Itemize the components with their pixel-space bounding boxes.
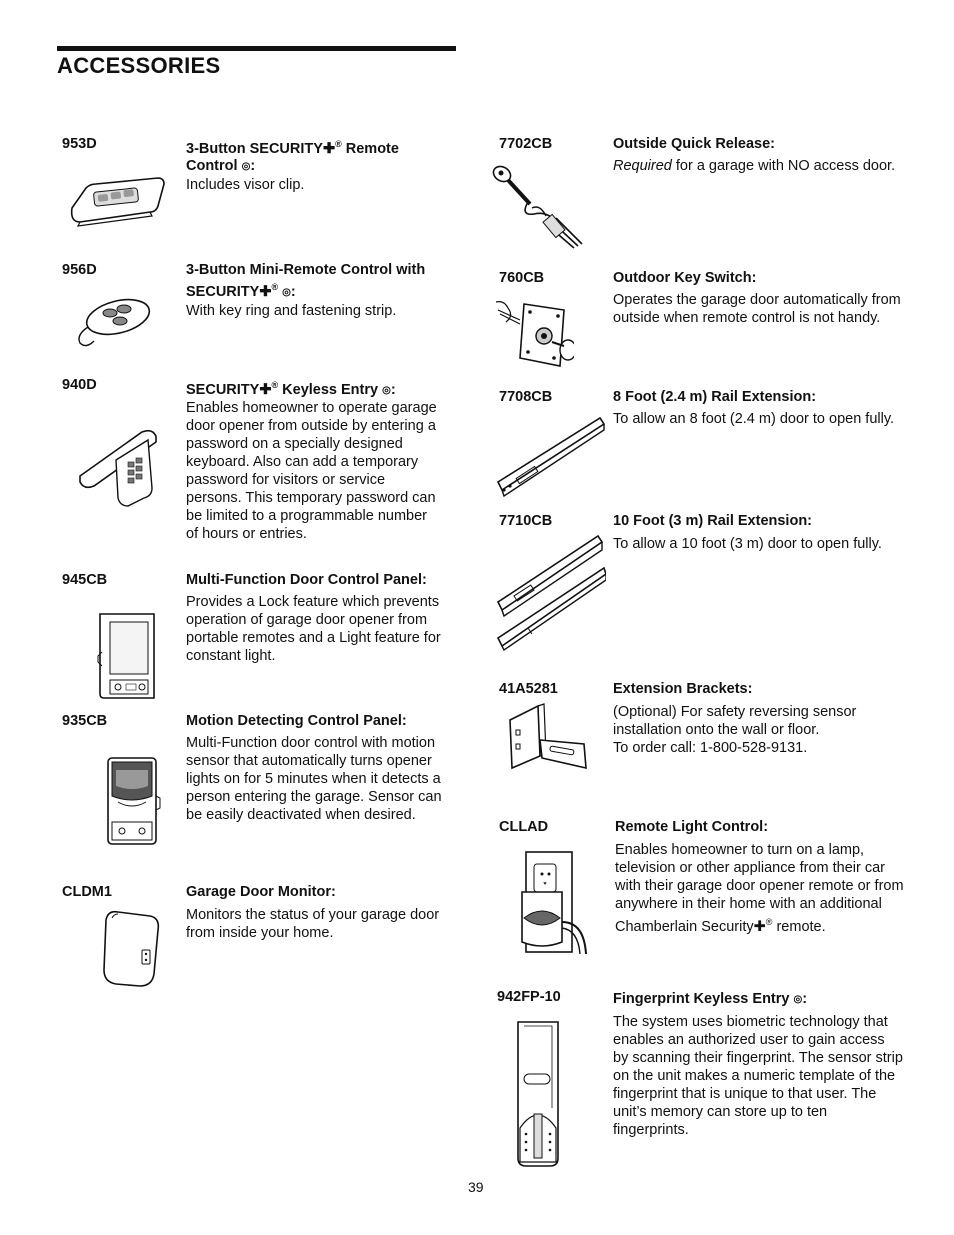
rail-extension-icon (494, 410, 606, 500)
item-heading: SECURITY✚® Keyless Entry ◎: (186, 380, 396, 398)
remote-control-icon (66, 170, 168, 230)
item-heading: Extension Brackets: (613, 681, 753, 697)
item-code: 760CB (499, 270, 545, 286)
signal-icon: ◎ (241, 160, 251, 172)
item-code: 945CB (62, 572, 108, 588)
item-description: To allow a 10 foot (3 m) door to open fully. (613, 536, 882, 552)
keyless-entry-icon (72, 426, 162, 508)
key-switch-icon (494, 296, 574, 372)
item-code: CLDM1 (62, 884, 112, 900)
item-description: Monitors the status of your garage door from inside your home. (186, 907, 440, 941)
item-description: Enables homeowner to turn on a lamp, television or other appliance from their car with their garage door opener remote or from anywhere in their home with an additional Chamberlain Security✚® remote. (615, 842, 904, 935)
item-code: 7708CB (499, 389, 553, 405)
item-description: With key ring and fastening strip. (186, 303, 397, 319)
item-heading: 8 Foot (2.4 m) Rail Extension: (613, 389, 817, 405)
item-code: 940D (62, 377, 97, 393)
fingerprint-entry-icon (512, 1018, 564, 1170)
item-description: Includes visor clip. (186, 177, 305, 193)
item-code: 7702CB (499, 136, 553, 152)
item-heading: Outside Quick Release: (613, 136, 775, 152)
page-number: 39 (468, 1179, 484, 1195)
light-control-icon (512, 850, 592, 956)
item-heading: Fingerprint Keyless Entry ◎: (613, 991, 808, 1007)
item-description: (Optional) For safety reversing sensor installation onto the wall or floor. To order call: 1-800-528-9131. (613, 704, 857, 756)
item-code: 956D (62, 262, 97, 278)
item-heading: Remote Light Control: (615, 819, 769, 835)
item-code: 7710CB (499, 513, 553, 529)
rail-extension-10-icon (494, 532, 606, 652)
door-control-panel-icon (96, 612, 160, 702)
extension-bracket-icon (506, 700, 590, 776)
item-description: Required for a garage with NO access door. (613, 158, 896, 174)
signal-icon: ◎ (793, 994, 803, 1005)
item-code: 41A5281 (499, 681, 558, 697)
door-monitor-icon (96, 906, 166, 990)
page-title: ACCESSORIES (57, 53, 221, 78)
item-description: Multi-Function door control with motion sensor that automatically turns opener lights on for 5 minutes when it detects a person entering the garage. Sensor can be easily deactivated when desired. (186, 735, 442, 823)
item-code: 953D (62, 136, 97, 152)
item-description: To allow an 8 foot (2.4 m) door to open fully. (613, 411, 895, 427)
item-code: CLLAD (499, 819, 549, 835)
item-heading: Multi-Function Door Control Panel: (186, 572, 427, 588)
item-heading: 3-Button Mini-Remote Control with SECURITY✚® ◎: (186, 262, 426, 300)
item-code: 935CB (62, 713, 108, 729)
item-heading: 3-Button SECURITY✚® Remote Control ◎: (186, 139, 399, 174)
title-rule (57, 46, 456, 51)
item-heading: Outdoor Key Switch: (613, 270, 757, 286)
item-heading: 10 Foot (3 m) Rail Extension: (613, 513, 812, 529)
item-heading: Motion Detecting Control Panel: (186, 713, 407, 729)
mini-remote-icon (70, 295, 156, 351)
motion-control-panel-icon (104, 756, 162, 848)
signal-icon: ◎ (282, 286, 291, 298)
item-description: Operates the garage door automatically from outside when remote control is not handy. (613, 292, 901, 326)
item-description: Enables homeowner to operate garage door opener from outside by entering a password on a specially designed keyboard. Also can add a temporary password for visitors or service persons. This temporary password can be limited to a programmable number of hours or entries. (186, 400, 437, 542)
item-description: Provides a Lock feature which prevents operation of garage door opener from portable remotes and a Light feature for constant light. (186, 594, 441, 664)
item-description: The system uses biometric technology that enables an authorized user to gain access by scanning their fingerprint. The sensor strip on the unit makes a numeric template of the fingerprint that is unique to that user. The unit’s memory can store up to ten fingerprints. (613, 1014, 903, 1138)
signal-icon: ◎ (382, 384, 391, 396)
quick-release-icon (490, 160, 586, 250)
item-heading: Garage Door Monitor: (186, 884, 336, 900)
item-code: 942FP-10 (497, 989, 561, 1005)
